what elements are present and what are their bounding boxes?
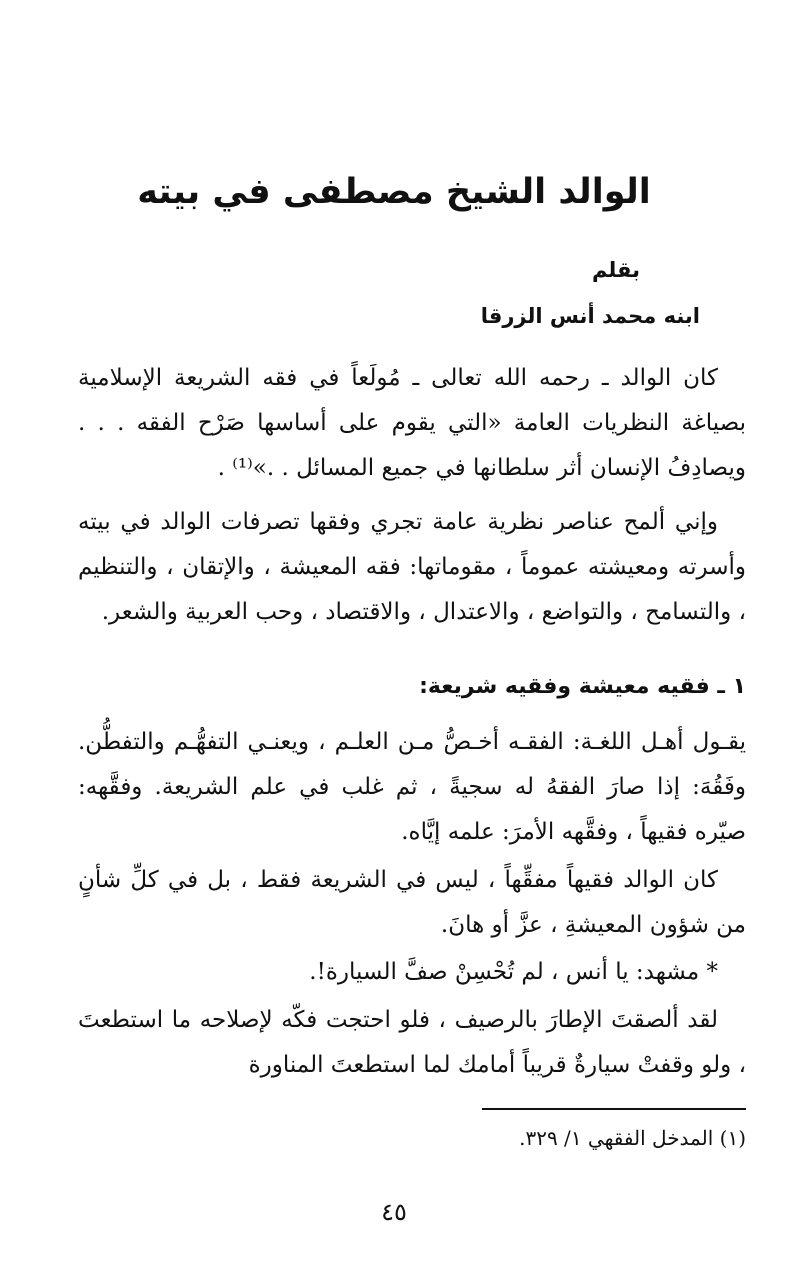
- paragraph-father: كان الوالد فقيهاً مفقِّهاً ، ليس في الشريعة فقط ، بل في كلِّ شأنٍ من شؤون المعيشةِ ، عزَّ أو هانَ.: [78, 867, 746, 938]
- paragraph-definition: يقـول أهـل اللغـة: الفقـه أخـصُّ مـن العلـم ، ويعنـي التفهُّـم والتفطُّن. وفَقُهَ: إذا صارَ الفقهُ له سجيةً ، ثم غلب في علم الشريعة. وفقَّهه: صيّره فقيهاً ، وفقَّهه الأمرَ: علمه إيَّاه.: [78, 729, 746, 845]
- paragraph-intro: كان الوالد ـ رحمه الله تعالى ـ مُولَعاً في فقه الشريعة الإسلامية بصياغة النظريات العامة «التي يقوم على أساسها صَرْح الفقه . . . ويصادِفُ الإنسان أثر سلطانها في جميع المسائل . .»⁽¹⁾ .: [78, 365, 746, 481]
- byline-author: ابنه محمد أنس الزرقا: [480, 304, 700, 328]
- paragraph-elements: وإني ألمح عناصر نظرية عامة تجري وفقها تصرفات الوالد في بيته وأسرته ومعيشته عموماً ، مقوماتها: فقه المعيشة ، والإتقان ، والتنظيم ، والتسامح ، والتواضع ، والاعتدال ، والاقتصاد ، وحب العربية والشعر.: [78, 509, 746, 625]
- section-heading: ١ ـ فقيه معيشة وفقيه شريعة:: [419, 674, 746, 699]
- page-title: الوالد الشيخ مصطفى في بيته: [137, 172, 651, 212]
- page-number: ٤٥: [381, 1198, 407, 1226]
- footnote: (١) المدخل الفقهي ١/ ٣٢٩.: [519, 1126, 746, 1150]
- footnote-divider: [482, 1108, 746, 1110]
- paragraph-scene: * مشهد: يا أنس ، لم تُحْسِنْ صفَّ السيارة!.: [309, 959, 718, 985]
- byline-label: بقلم: [591, 258, 640, 282]
- paragraph-parking: لقد ألصقتَ الإطارَ بالرصيف ، فلو احتجت فكّه لإصلاحه ما استطعتَ ، ولو وقفتْ سيارةٌ قريباً أمامك لما استطعتَ المناورة: [78, 1007, 746, 1078]
